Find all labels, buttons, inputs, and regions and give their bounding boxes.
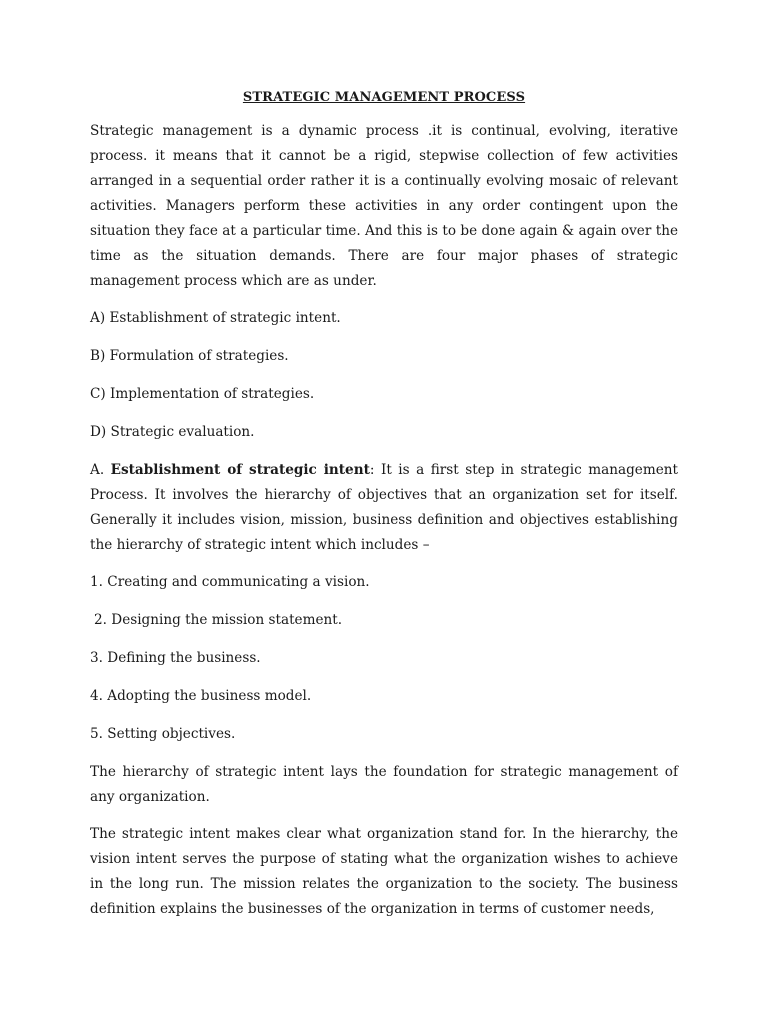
section-a-prefix: A. (90, 462, 111, 478)
document-title: STRATEGIC MANAGEMENT PROCESS (242, 90, 526, 105)
intro-paragraph: Strategic management is a dynamic process .it is continual, evolving, iterative process. it means that it cannot be a rigid, stepwise collection of few activities arranged in a sequential order rather it is a continually evolving mosaic of relevant activities. Managers perform these activities in any order contingent upon the situation they face at a particular time. And this is to be done again & again over the time as the situation demands. There are four major phases of strategic management process which are as under. (90, 123, 678, 289)
phase-item: C) Implementation of strategies. (90, 386, 315, 402)
step-item: 5. Setting objectives. (90, 726, 236, 742)
document-page (90, 90, 678, 934)
phase-item: A) Establishment of strategic intent. (90, 310, 341, 326)
step-item: 1. Creating and communicating a vision. (90, 574, 370, 590)
section-a-body: : It is a first step in strategic management Process. It involves the hierarchy of objectives that an organization set for itself. Generally it includes vision, mission, business definition and objectives establishing the hierarchy of strategic intent which includes – (90, 462, 678, 553)
step-item: 2. Designing the mission statement. (94, 612, 343, 628)
section-a-paragraph (90, 458, 678, 558)
strategic-intent-paragraph: The strategic intent makes clear what organization stand for. In the hierarchy, the vision intent serves the purpose of stating what the organization wishes to achieve in the long run. The mission relates the organization to the society. The business definition explains the businesses of the organization in terms of customer needs, (90, 826, 678, 917)
section-a-heading: Establishment of strategic intent (110, 462, 370, 478)
step-item: 4. Adopting the business model. (90, 688, 312, 704)
phase-item: B) Formulation of strategies. (90, 348, 289, 364)
step-item: 3. Defining the business. (90, 650, 261, 666)
foundation-paragraph: The hierarchy of strategic intent lays the foundation for strategic management of any organization. (90, 764, 678, 805)
phase-item: D) Strategic evaluation. (90, 424, 255, 440)
